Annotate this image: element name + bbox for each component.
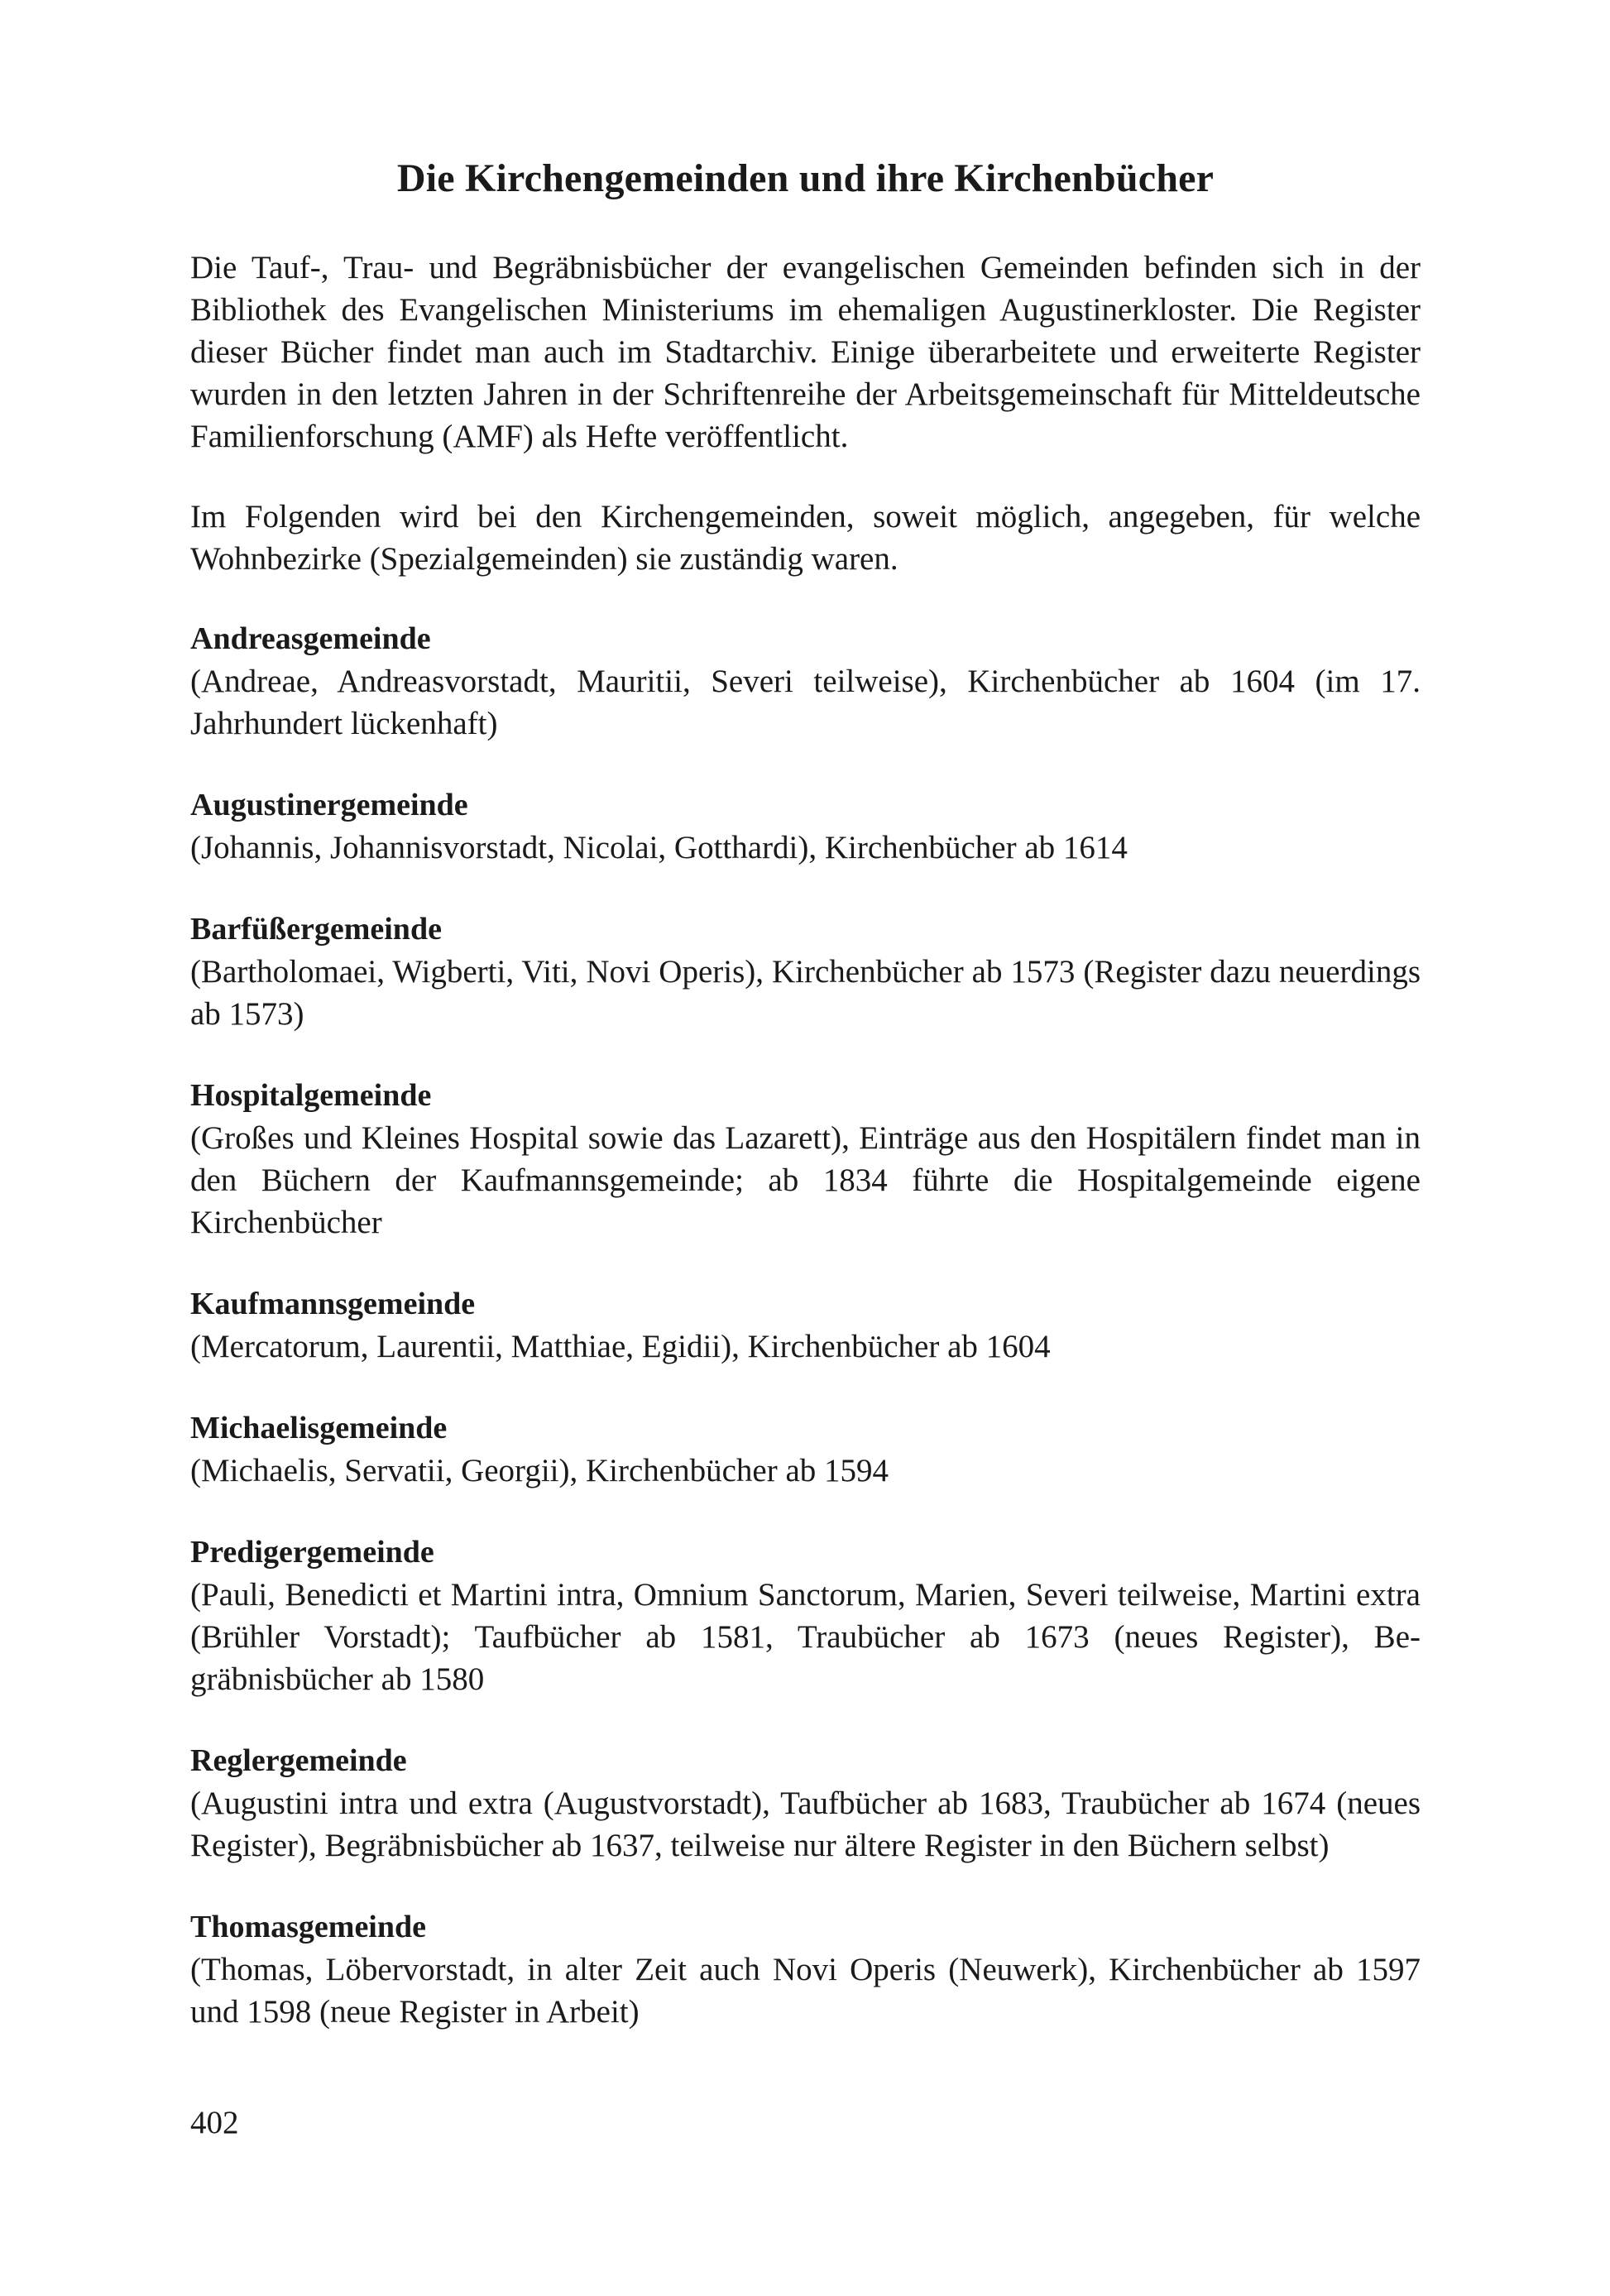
parish-description: (Michaelis, Servatii, Georgii), Kirchenbücher ab 1594 (190, 1452, 889, 1488)
parish-description: (Großes und Kleines Hospital sowie das Lazarett), Einträge aus den Hospitälern findet man in den Büchern der Kaufmannsgemeinde; ab 1834 führte die Hospitalgemeinde eigene Kirchenbücher (190, 1119, 1421, 1240)
parish-entry (190, 1740, 1421, 1867)
parish-description: (Pauli, Benedicti et Martini intra, Omnium Sanctorum, Marien, Severi teilweise, Martini extra (Brühler Vorstadt); Taufbücher ab 1581, Traubücher ab 1673 (neues Register), Begräbnisbücher ab 1580 (190, 1576, 1421, 1697)
page-content (190, 157, 1421, 2073)
parish-name: Kaufmannsgemeinde (190, 1286, 476, 1321)
parish-name: Michaelisgemeinde (190, 1410, 448, 1445)
parish-name: Reglergemeinde (190, 1742, 407, 1778)
parish-name: Predigergemeinde (190, 1534, 434, 1570)
parish-description: (Andreae, Andreasvorstadt, Mauritii, Severi teilweise), Kirchenbücher ab 1604 (im 17. Jahrhundert lückenhaft) (190, 663, 1421, 741)
intro-paragraph: Im Folgenden wird bei den Kirchengemeinden, soweit möglich, angegeben, für welche Wohnbezirke (Spezialgemeinden) sie zuständig waren. (190, 498, 1421, 577)
parish-entry (190, 1075, 1421, 1244)
parish-name: Andreasgemeinde (190, 621, 431, 656)
parish-entry (190, 1407, 1421, 1492)
parish-entry (190, 1283, 1421, 1368)
parish-name: Hospitalgemeinde (190, 1077, 432, 1113)
parish-entry (190, 618, 1421, 745)
page-title: Die Kirchengemeinden und ihre Kirchenbücher (396, 156, 1215, 200)
parish-description: (Mercatorum, Laurentii, Matthiae, Egidii), Kirchenbücher ab 1604 (190, 1328, 1051, 1364)
parish-description: (Augustini intra und extra (Augustvorstadt), Taufbücher ab 1683, Traubücher ab 1674 (neues Register), Begräbnisbücher ab 1637, teilweise nur ältere Register in den Büchern selbst) (190, 1785, 1421, 1863)
parish-description: (Thomas, Löbervorstadt, in alter Zeit auch Novi Operis (Neuwerk), Kirchenbücher ab 1597 und 1598 (neue Register in Arbeit) (190, 1951, 1421, 2030)
intro-paragraph: Die Tauf-, Trau- und Begräbnisbücher der evangelischen Gemeinden befinden sich in der Bibliothek des Evangelischen Ministeriums im ehemaligen Augustinerkloster. Die Register dieser Bücher findet man auch im Stadtarchiv. Einige überarbeitete und erweiterte Register wurden in den letzten Jahren in der Schriftenreihe der Arbeitsgemeinschaft für Mitteldeutsche Familienforschung (AMF) als Hefte veröffentlicht. (190, 249, 1421, 454)
parish-description: (Johannis, Johannisvorstadt, Nicolai, Gotthardi), Kirchenbücher ab 1614 (190, 829, 1128, 865)
parish-description: (Bartholomaei, Wigberti, Viti, Novi Operis), Kirchenbücher ab 1573 (Register dazu neuerdings ab 1573) (190, 953, 1421, 1032)
parish-name: Augustinergemeinde (190, 787, 468, 822)
parish-entry (190, 908, 1421, 1035)
parish-entry (190, 1531, 1421, 1700)
parish-entry (190, 784, 1421, 869)
parish-entry (190, 1906, 1421, 2033)
parish-name: Barfüßergemeinde (190, 911, 442, 947)
parish-name: Thomasgemeinde (190, 1909, 426, 1944)
page-number: 402 (190, 2105, 239, 2140)
